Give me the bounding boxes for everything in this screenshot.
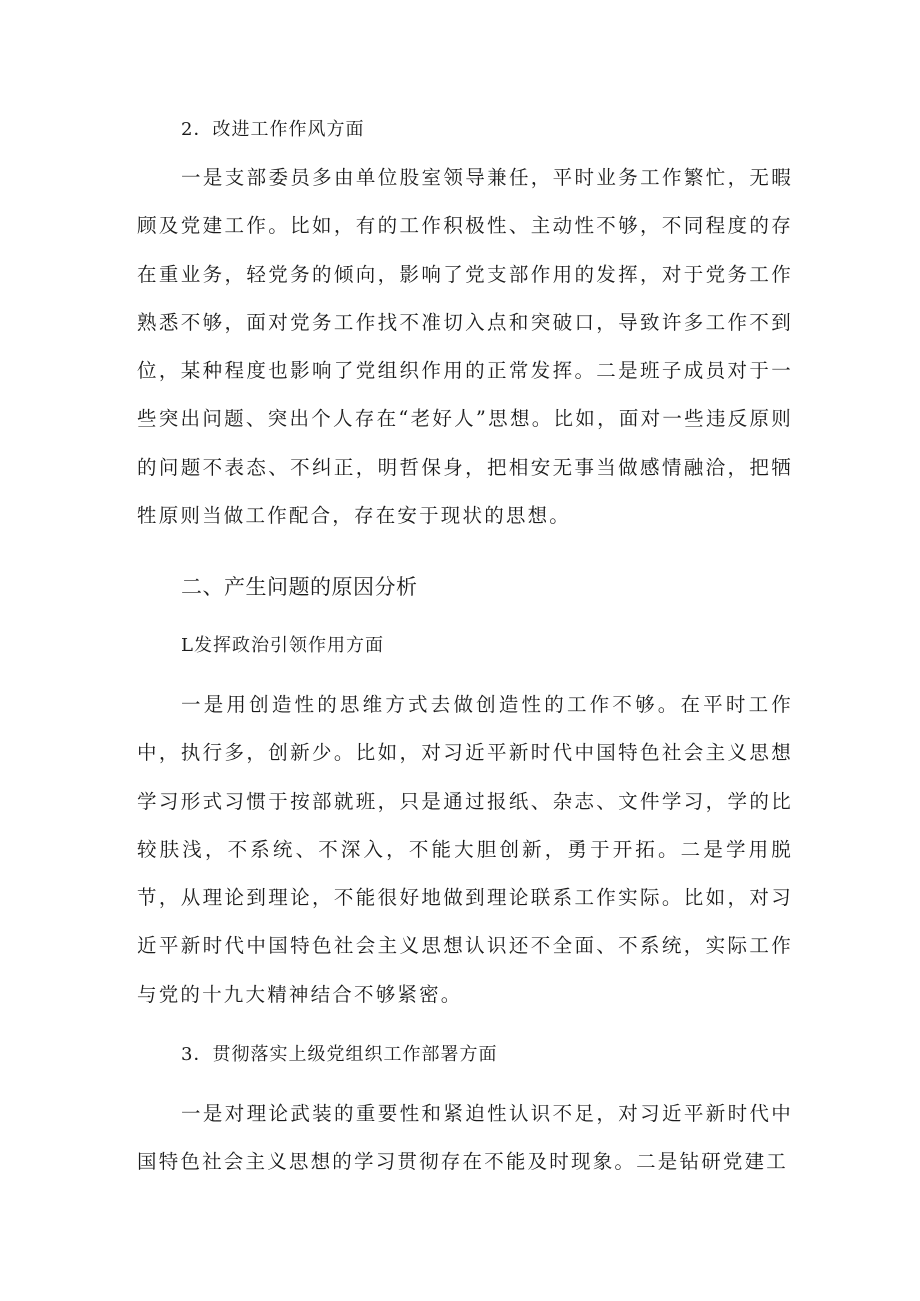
section-2-paragraph: 一是支部委员多由单位股室领导兼任，平时业务工作繁忙，无暇顾及党建工作。比如，有的工作积极性、主动性不够，不同程度的存在重业务，轻党务的倾向，影响了党支部作用的发挥，对于党务工作熟悉不够，面对党务工作找不准切入点和突破口，导致许多工作不到位，某种程度也影响了党组织作用的正常发挥。二是班子成员对于一些突出问题、突出个人存在“老好人”思想。比如，面对一些违反原则的问题不表态、不纠正，明哲保身，把相安无事当做感情融洽，把牺牲原则当做工作配合，存在安于现状的思想。 xyxy=(137,166,793,528)
subsection-1-paragraph: 一是用创造性的思维方式去做创造性的工作不够。在平时工作中，执行多，创新少。比如，对习近平新时代中国特色社会主义思想学习形式习惯于按部就班，只是通过报纸、杂志、文件学习，学的比较肤浅，不系统、不深入，不能大胆创新，勇于开拓。二是学用脱节，从理论到理论，不能很好地做到理论联系工作实际。比如，对习近平新时代中国特色社会主义思想认识还不全面、不系统，实际工作与党的十九大精神结合不够紧密。 xyxy=(137,693,793,1006)
section-2-heading: 2．改进工作作风方面 xyxy=(181,119,365,140)
subsection-1-heading: L发挥政治引领作用方面 xyxy=(181,635,384,656)
part-2-heading: 二、产生问题的原因分析 xyxy=(181,575,418,599)
subsection-3-paragraph: 一是对理论武装的重要性和紧迫性认识不足，对习近平新时代中国特色社会主义思想的学习贯彻存在不能及时现象。二是钻研党建工 xyxy=(137,1102,793,1174)
subsection-3-heading: 3．贯彻落实上级党组织工作部署方面 xyxy=(181,1044,498,1065)
